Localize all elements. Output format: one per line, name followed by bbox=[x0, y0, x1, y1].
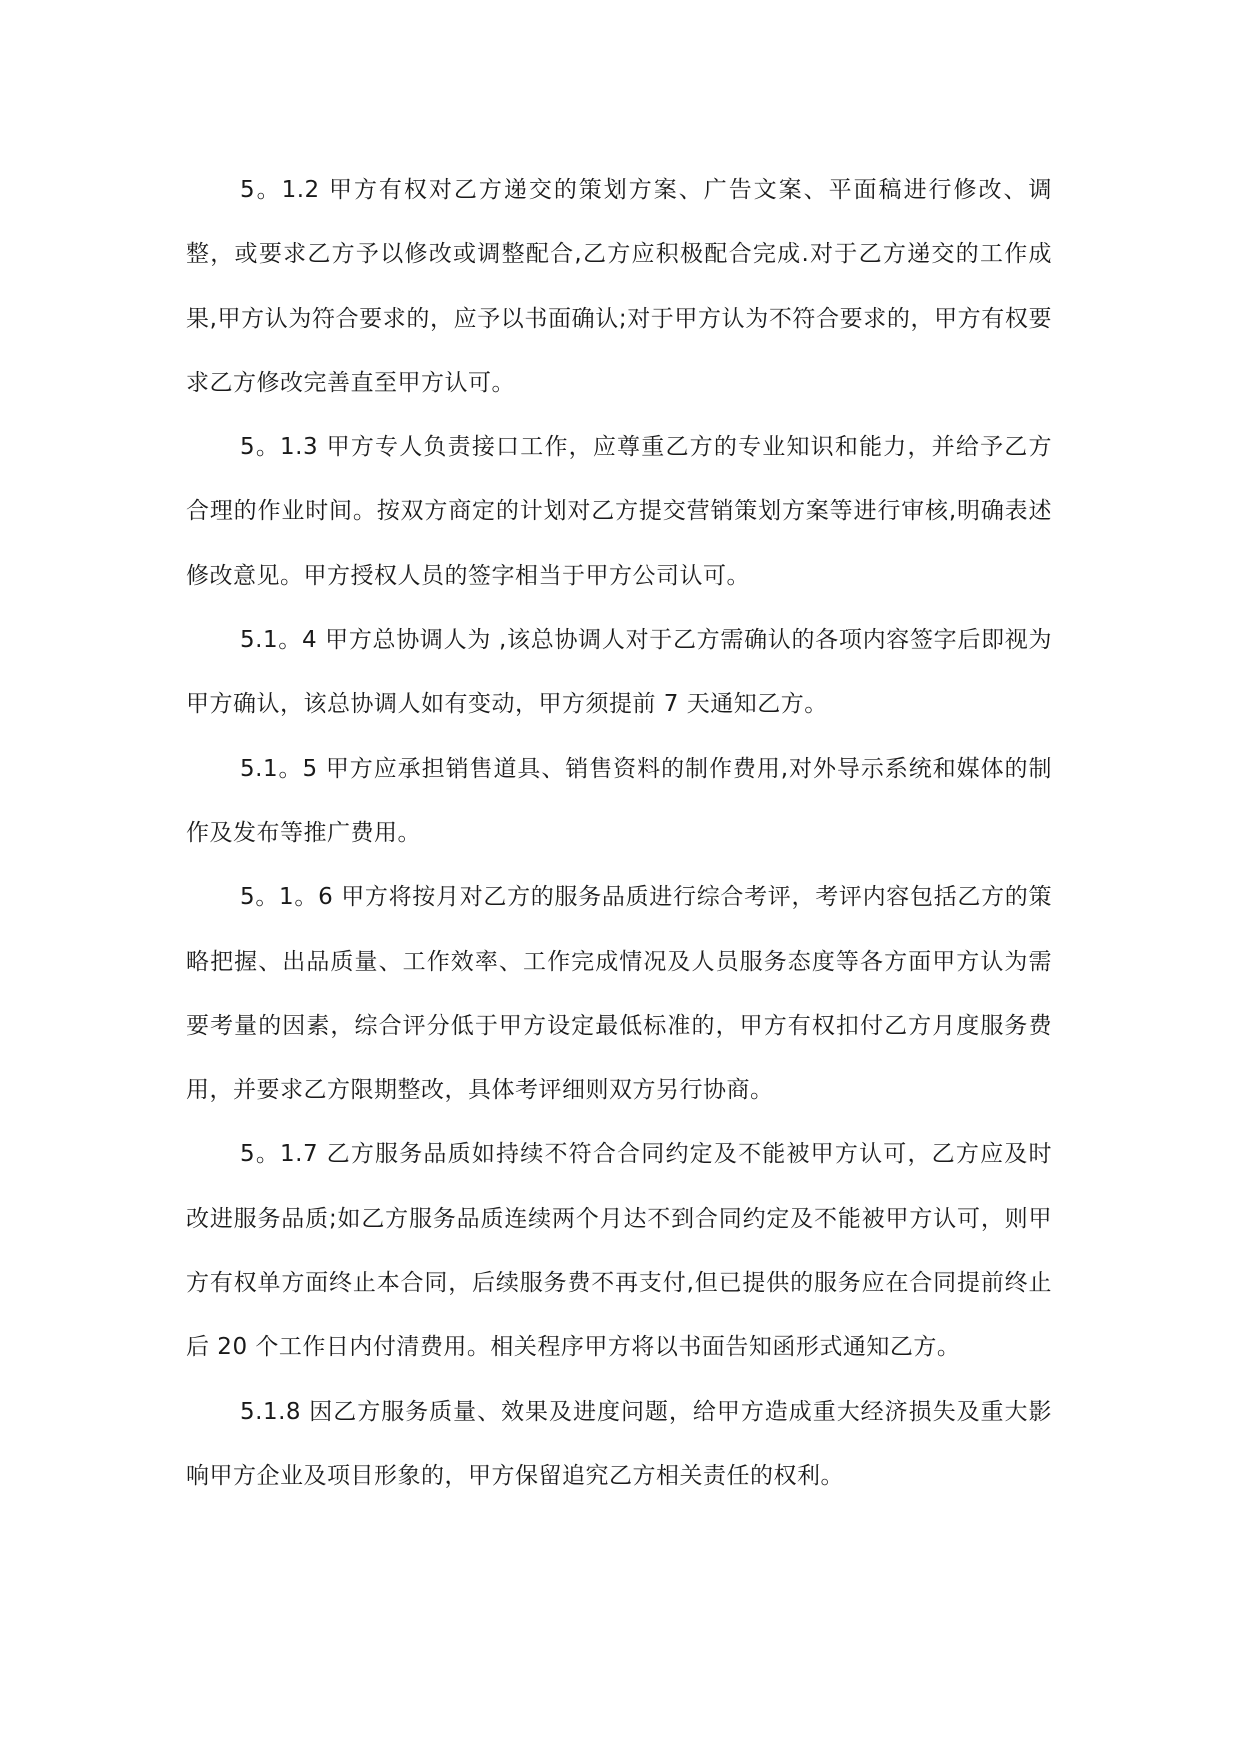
clause-5-1-2: 5。1.2 甲方有权对乙方递交的策划方案、广告文案、平面稿进行修改、调整，或要求乙方予以修改或调整配合,乙方应积极配合完成.对于乙方递交的工作成果,甲方认为符合要求的，应予以书面确认;对于甲方认为不符合要求的，甲方有权要求乙方修改完善直至甲方认可。 bbox=[186, 177, 1052, 396]
clause-5-1-6: 5。1。6 甲方将按月对乙方的服务品质进行综合考评，考评内容包括乙方的策略把握、出品质量、工作效率、工作完成情况及人员服务态度等各方面甲方认为需要考量的因素，综合评分低于甲方设定最低标准的，甲方有权扣付乙方月度服务费用，并要求乙方限期整改，具体考评细则双方另行协商。 bbox=[186, 884, 1052, 1104]
clause-5-1-8: 5.1.8 因乙方服务质量、效果及进度问题，给甲方造成重大经济损失及重大影响甲方企业及项目形象的，甲方保留追究乙方相关责任的权利。 bbox=[186, 1398, 1052, 1489]
clause-5-1-5: 5.1。5 甲方应承担销售道具、销售资料的制作费用,对外导示系统和媒体的制作及发布等推广费用。 bbox=[186, 755, 1052, 846]
clause-5-1-4: 5.1。4 甲方总协调人为 ,该总协调人对于乙方需确认的各项内容签字后即视为甲方确认，该总协调人如有变动，甲方须提前 7 天通知乙方。 bbox=[186, 627, 1052, 718]
clause-5-1-3: 5。1.3 甲方专人负责接口工作，应尊重乙方的专业知识和能力，并给予乙方合理的作业时间。按双方商定的计划对乙方提交营销策划方案等进行审核,明确表述修改意见。甲方授权人员的签字相当于甲方公司认可。 bbox=[186, 434, 1052, 589]
clause-5-1-7: 5。1.7 乙方服务品质如持续不符合合同约定及不能被甲方认可，乙方应及时改进服务品质;如乙方服务品质连续两个月达不到合同约定及不能被甲方认可，则甲方有权单方面终止本合同，后续服务费不再支付,但已提供的服务应在合同提前终止后 20 个工作日内付清费用。相关程序甲方将以书面告知函形式通知乙方。 bbox=[186, 1141, 1052, 1361]
document-body bbox=[186, 158, 1052, 1508]
